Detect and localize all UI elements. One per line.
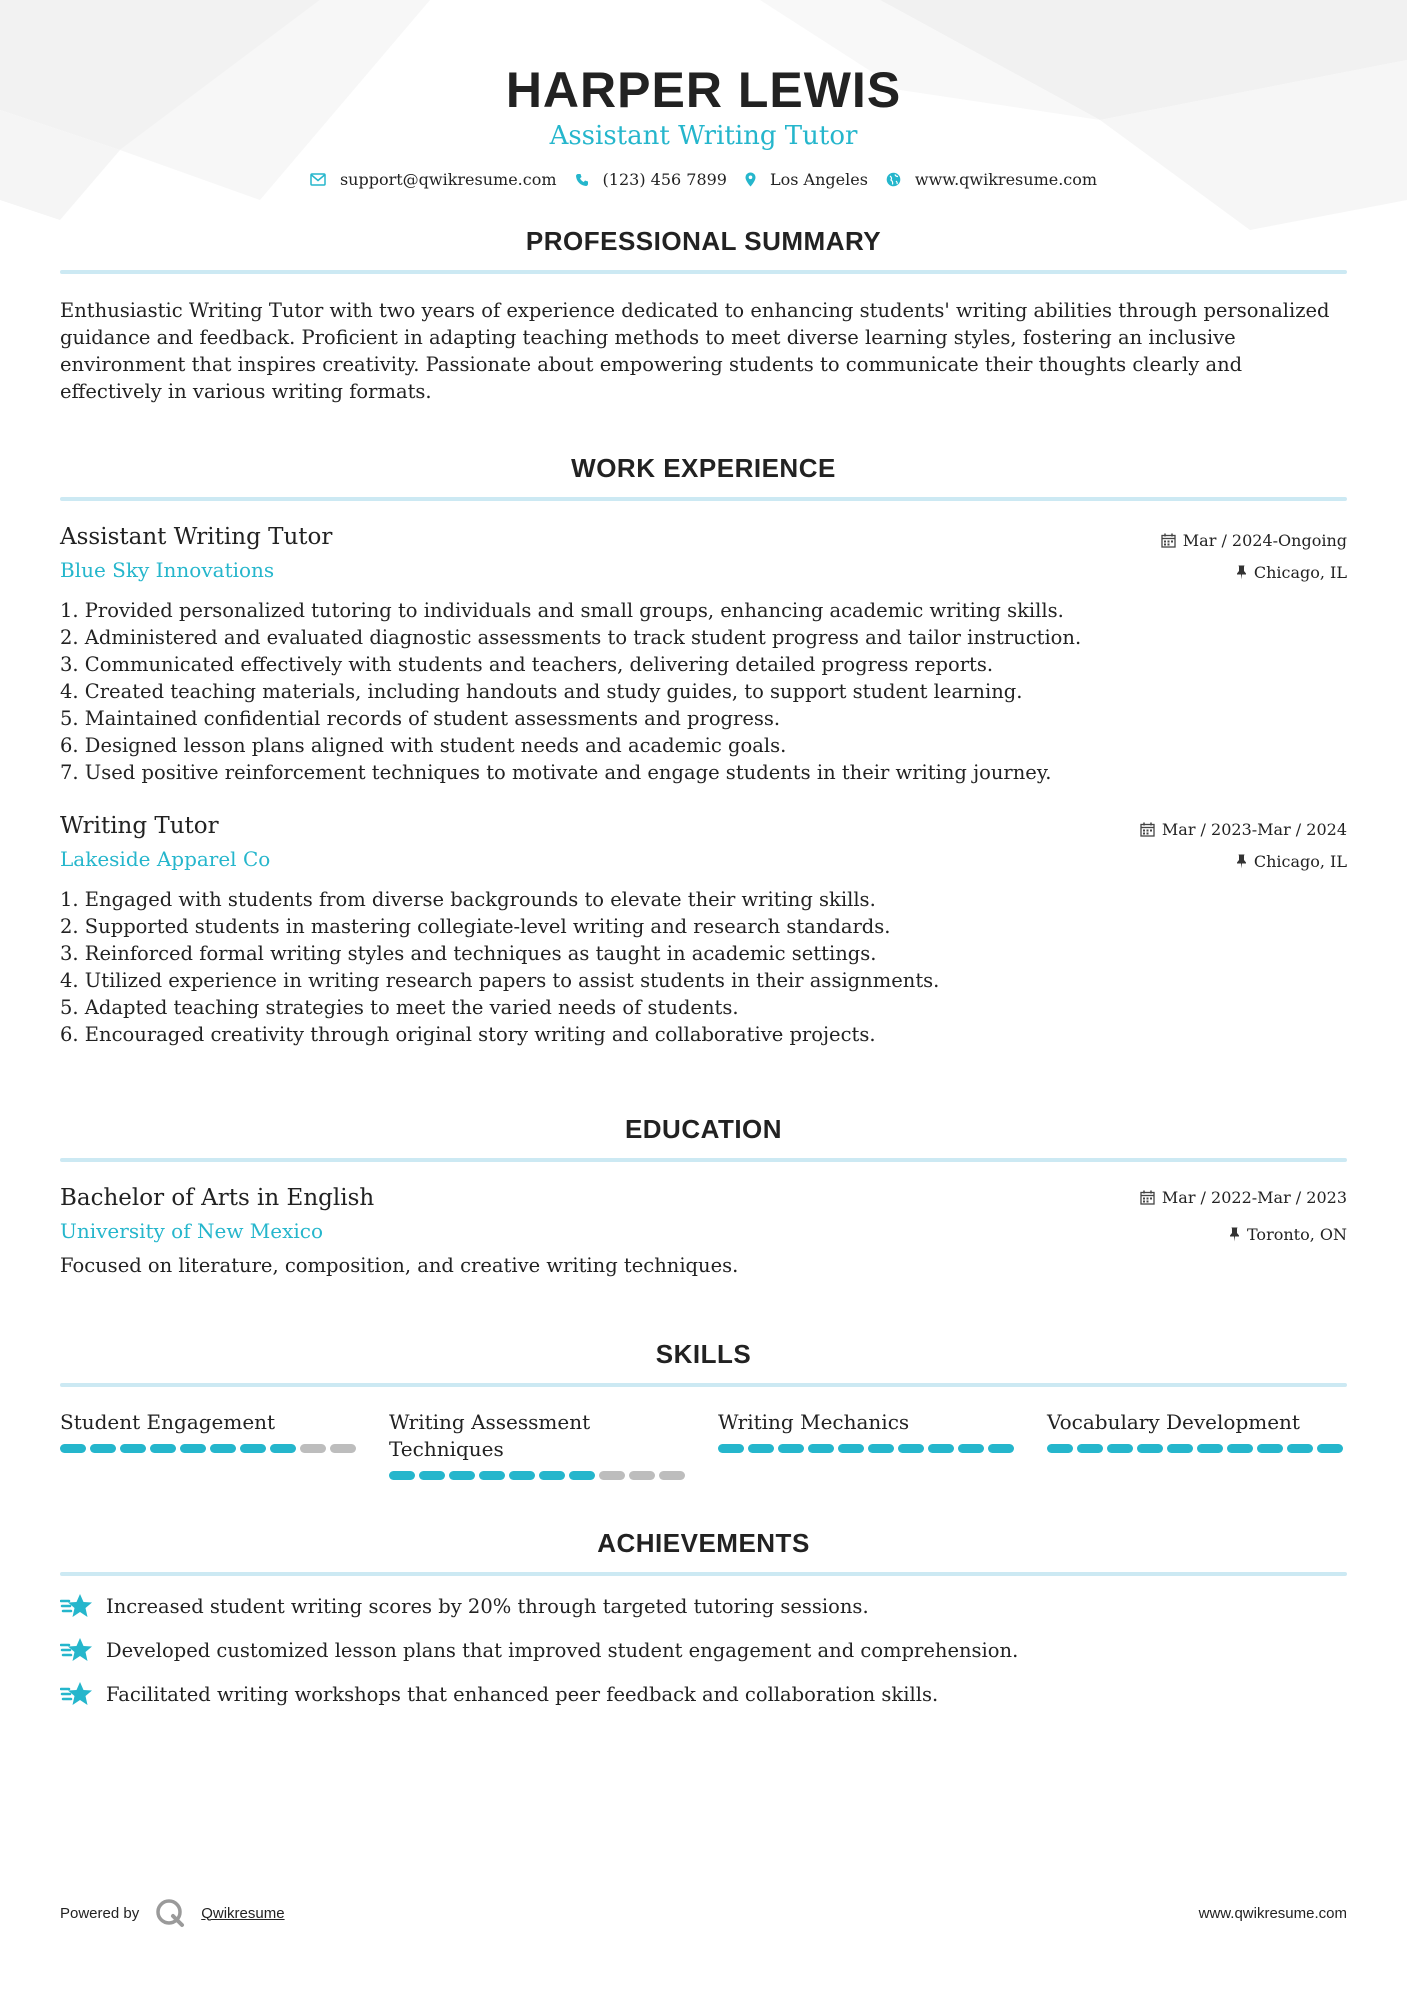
skill-segment-empty [629,1471,655,1480]
skill-segment-filled [150,1444,176,1453]
page-footer [60,1898,1347,1928]
list-item: 1. Provided personalized tutoring to individuals and small groups, enhancing academic writing skills. [60,599,1064,622]
education-description: Focused on literature, composition, and creative writing techniques. [60,1254,739,1277]
candidate-name: HARPER LEWIS [505,62,902,118]
skill-segment-filled [90,1444,116,1453]
school-name: University of New Mexico [60,1219,324,1243]
skills-divider [60,1383,1347,1387]
skill-level-bar [718,1444,1018,1453]
job-location: Chicago, IL [1253,851,1347,871]
summary-heading: PROFESSIONAL SUMMARY [525,226,882,256]
list-item [60,1680,1347,1708]
skill-segment-filled [1107,1444,1133,1453]
achievement-text: Increased student writing scores by 20% through targeted tutoring sessions. [106,1594,869,1618]
envelope-icon [310,173,326,186]
contact-bar [60,170,1347,189]
skill-segment-filled [569,1471,595,1480]
skill-segment-filled [1257,1444,1283,1453]
list-item: 2. Administered and evaluated diagnostic assessments to track student progress and tailor instruction. [60,626,1082,649]
contact-email[interactable] [310,170,557,189]
job-location: Chicago, IL [1253,562,1347,582]
skill-item [1047,1409,1347,1480]
skill-segment-filled [1077,1444,1103,1453]
work-divider [60,497,1347,501]
job-bullets [60,597,1347,786]
list-item: 6. Encouraged creativity through original story writing and collaborative projects. [60,1023,876,1046]
skill-level-bar [389,1471,689,1480]
candidate-role: Assistant Writing Tutor [549,121,858,151]
footer-website[interactable]: www.qwikresume.com [1198,1904,1347,1922]
skill-segment-empty [599,1471,625,1480]
list-item [60,1592,1347,1620]
skill-segment-filled [1317,1444,1343,1453]
education-divider [60,1158,1347,1162]
skill-level-bar [1047,1444,1347,1453]
skill-segment-filled [988,1444,1014,1453]
skill-segment-filled [210,1444,236,1453]
skill-segment-filled [120,1444,146,1453]
skill-segment-filled [60,1444,86,1453]
skill-segment-filled [1287,1444,1313,1453]
list-item: 5. Adapted teaching strategies to meet the varied needs of students. [60,996,739,1019]
skill-segment-filled [778,1444,804,1453]
degree-title: Bachelor of Arts in English [60,1185,375,1211]
contact-website[interactable] [886,170,1097,189]
achievement-text: Facilitated writing workshops that enhanced peer feedback and collaboration skills. [106,1682,939,1706]
calendar-icon [1140,822,1155,837]
skill-item [389,1409,689,1480]
skill-segment-filled [1227,1444,1253,1453]
list-item [60,1636,1347,1664]
skill-segment-filled [240,1444,266,1453]
powered-by-label: Powered by [60,1904,140,1922]
skill-segment-empty [330,1444,356,1453]
job-dates: Mar / 2023-Mar / 2024 [1161,819,1347,839]
star-icon [60,1592,94,1620]
skills-heading: SKILLS [655,1339,752,1369]
achievement-text: Developed customized lesson plans that improved student engagement and comprehension. [106,1638,1019,1662]
list-item: 4. Created teaching materials, including handouts and study guides, to support student learning. [60,680,1023,703]
globe-icon [886,172,901,187]
skill-segment-filled [270,1444,296,1453]
summary-text: Enthusiastic Writing Tutor with two years of experience dedicated to enhancing students' writing abilities through personalized guidance and feedback. Proficient in adapting teaching methods to meet diverse learning styles, fostering an inclusive environment that inspires creativity. Passionate about empowering students to communicate their thoughts clearly and effectively in various writing formats. [60,299,1330,403]
star-icon [60,1636,94,1664]
list-item: 7. Used positive reinforcement techniques to motivate and engage students in their writing journey. [60,761,1052,784]
list-item: 2. Supported students in mastering collegiate-level writing and research standards. [60,915,891,938]
pushpin-icon [1229,1227,1240,1242]
job-title: Assistant Writing Tutor [60,524,333,550]
skill-segment-filled [958,1444,984,1453]
skill-segment-filled [180,1444,206,1453]
skill-segment-filled [539,1471,565,1480]
job-company: Blue Sky Innovations [60,558,275,582]
phone-icon [575,173,589,187]
job-meta [1161,529,1347,583]
skill-level-bar [60,1444,360,1453]
list-item: 6. Designed lesson plans aligned with student needs and academic goals. [60,734,787,757]
education-meta [1140,1186,1347,1245]
job-meta [1140,818,1347,872]
education-entry [60,1184,1347,1279]
job-dates: Mar / 2024-Ongoing [1182,530,1347,550]
list-item: 5. Maintained confidential records of student assessments and progress. [60,707,781,730]
skill-segment-filled [868,1444,894,1453]
resume-header [60,0,1347,189]
skill-segment-filled [748,1444,774,1453]
skill-segment-filled [1167,1444,1193,1453]
skill-item [718,1409,1018,1480]
skill-segment-filled [479,1471,505,1480]
skill-segment-filled [718,1444,744,1453]
calendar-icon [1140,1190,1155,1205]
skill-name: Student Engagement [60,1410,276,1434]
achievements-divider [60,1572,1347,1576]
summary-divider [60,270,1347,274]
job-company: Lakeside Apparel Co [60,847,271,871]
pushpin-icon [1236,565,1247,580]
skill-segment-filled [928,1444,954,1453]
education-dates: Mar / 2022-Mar / 2023 [1161,1187,1347,1207]
education-location: Toronto, ON [1247,1224,1347,1244]
skill-name: Writing Assessment Techniques [389,1410,591,1461]
list-item: 1. Engaged with students from diverse backgrounds to elevate their writing skills. [60,888,876,911]
achievements-list [60,1592,1347,1708]
powered-by [60,1898,285,1928]
job-bullets [60,886,1347,1048]
skill-segment-filled [808,1444,834,1453]
skills-list [60,1409,1347,1480]
skill-segment-empty [659,1471,685,1480]
skill-segment-filled [389,1471,415,1480]
skill-name: Writing Mechanics [718,1410,910,1434]
contact-phone[interactable] [575,170,727,189]
skill-segment-filled [509,1471,535,1480]
work-heading: WORK EXPERIENCE [571,453,836,483]
skill-segment-filled [1137,1444,1163,1453]
qwikresume-logo-icon [155,1898,185,1928]
brand-link[interactable]: Qwikresume [201,1904,285,1922]
pushpin-icon [1236,854,1247,869]
skill-segment-filled [419,1471,445,1480]
education-heading: EDUCATION [624,1114,783,1144]
list-item: 3. Communicated effectively with students and teachers, delivering detailed progress reports. [60,653,994,676]
star-icon [60,1680,94,1708]
map-pin-icon [745,172,756,187]
contact-website-text: www.qwikresume.com [914,170,1098,189]
skill-segment-empty [300,1444,326,1453]
contact-phone-text: (123) 456 7899 [602,170,727,189]
list-item: 3. Reinforced formal writing styles and techniques as taught in academic settings. [60,942,877,965]
contact-email-text: support@qwikresume.com [339,170,557,189]
job-entry [60,812,1347,1048]
skill-segment-filled [838,1444,864,1453]
contact-location [745,170,868,189]
skill-segment-filled [1047,1444,1073,1453]
job-entry [60,523,1347,786]
list-item: 4. Utilized experience in writing research papers to assist students in their assignments. [60,969,940,992]
calendar-icon [1161,533,1176,548]
job-title: Writing Tutor [60,813,219,839]
skill-item [60,1409,360,1480]
skill-segment-filled [449,1471,475,1480]
skill-segment-filled [898,1444,924,1453]
achievements-heading: ACHIEVEMENTS [597,1528,810,1558]
contact-location-text: Los Angeles [769,170,868,189]
skill-name: Vocabulary Development [1047,1410,1300,1434]
skill-segment-filled [1197,1444,1223,1453]
